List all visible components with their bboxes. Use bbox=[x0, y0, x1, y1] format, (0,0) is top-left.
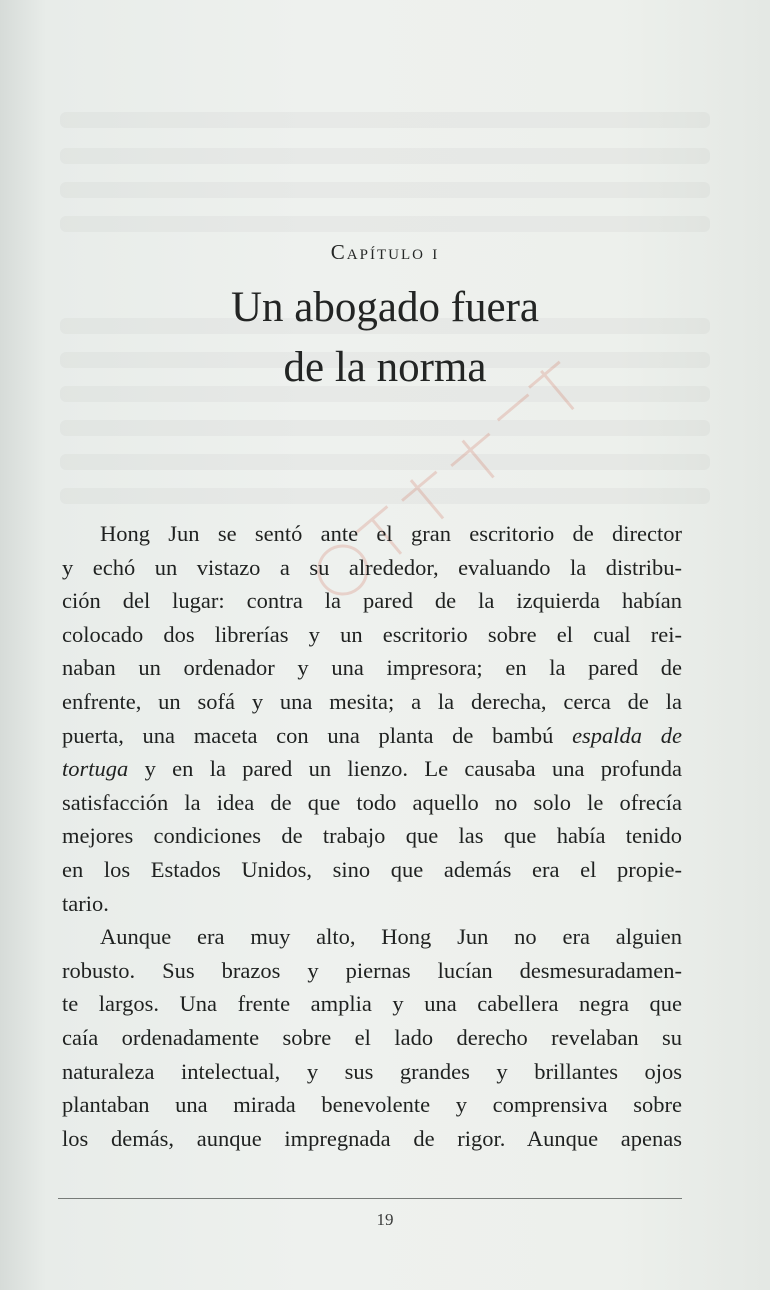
body-text bbox=[62, 517, 682, 1155]
text-line: satisfacción la idea de que todo aquello no solo le ofrecía bbox=[62, 789, 682, 815]
text-line: te largos. Una frente amplia y una cabellera negra que bbox=[62, 991, 682, 1017]
page-number: 19 bbox=[376, 1210, 394, 1229]
text-line-with-italic: tortuga y en la pared un lienzo. Le causaba una profunda bbox=[62, 756, 682, 782]
text-line: Aunque era muy alto, Hong Jun no era alguien bbox=[100, 924, 682, 950]
footer-rule bbox=[58, 1198, 682, 1199]
text-line: caía ordenadamente sobre el lado derecho revelaban su bbox=[62, 1024, 682, 1050]
text-line: tario. bbox=[62, 890, 109, 916]
chapter-label: Capítulo i bbox=[330, 240, 440, 264]
text-line: y echó un vistazo a su alrededor, evaluando la distribu- bbox=[62, 554, 682, 580]
text-line: plantaban una mirada benevolente y comprensiva sobre bbox=[62, 1092, 682, 1118]
bleed-through-line bbox=[60, 112, 710, 128]
text-line: naturaleza intelectual, y sus grandes y brillantes ojos bbox=[62, 1058, 682, 1084]
bleed-through-line bbox=[60, 148, 710, 164]
text-line-with-italic: puerta, una maceta con una planta de bambú espalda de bbox=[62, 722, 682, 748]
text-line: colocado dos librerías y un escritorio sobre el cual rei- bbox=[62, 621, 682, 647]
bleed-through-line bbox=[60, 216, 710, 232]
text-line: en los Estados Unidos, sino que además era el propie- bbox=[62, 856, 682, 882]
bleed-through-line bbox=[60, 182, 710, 198]
text-line: naban un ordenador y una impresora; en la pared de bbox=[62, 655, 682, 681]
text-line: enfrente, un sofá y una mesita; a la derecha, cerca de la bbox=[62, 688, 682, 714]
chapter-title bbox=[0, 278, 770, 398]
text-line: Hong Jun se sentó ante el gran escritorio de director bbox=[100, 521, 682, 546]
text-line: ción del lugar: contra la pared de la izquierda habían bbox=[62, 588, 682, 614]
italic-phrase: espalda de bbox=[572, 722, 682, 748]
bleed-through-line bbox=[60, 420, 710, 436]
italic-phrase: tortuga bbox=[62, 756, 129, 782]
text-line: mejores condiciones de trabajo que las que había tenido bbox=[62, 823, 682, 849]
chapter-title-line: Un abogado fuera bbox=[230, 284, 540, 331]
text-line: los demás, aunque impregnada de rigor. Aunque apenas bbox=[62, 1125, 682, 1151]
chapter-title-line: de la norma bbox=[283, 344, 487, 391]
text-line: robusto. Sus brazos y piernas lucían desmesuradamen- bbox=[62, 957, 682, 983]
